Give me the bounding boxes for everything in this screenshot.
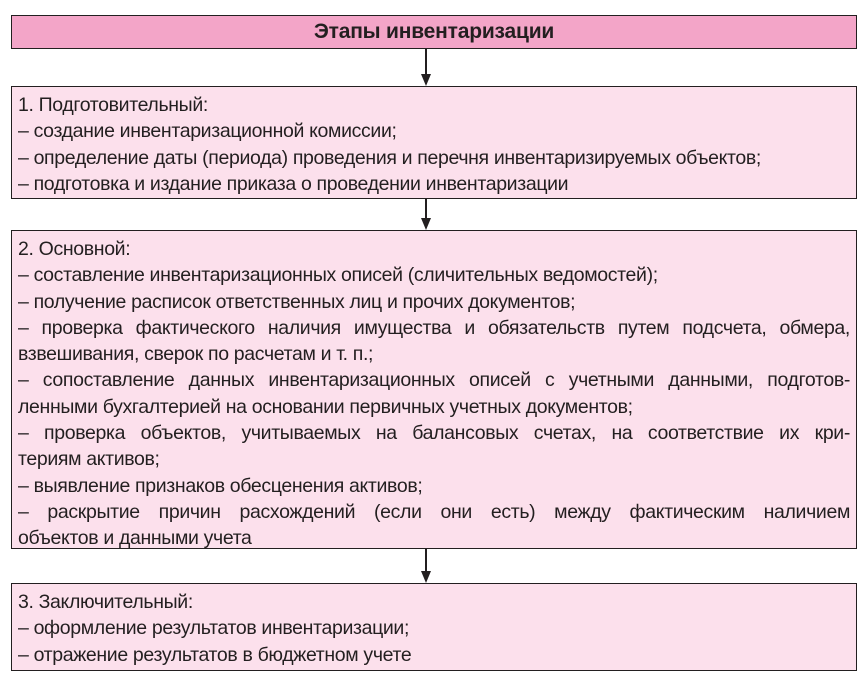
stage-item: – проверка фактического наличия имущества и обязательств путем подсчета, обмера, [18, 316, 850, 339]
arrow-head [421, 571, 431, 583]
diagram-header [11, 15, 857, 49]
stage-box-final [11, 583, 857, 671]
arrow-stem [425, 199, 427, 219]
arrow-stem [425, 549, 427, 571]
stage-item-continuation: териям активов; [18, 448, 160, 471]
diagram-title: Этапы инвентаризации [313, 20, 555, 43]
stage-item: – определение даты (периода) проведения и перечня инвентаризируемых объектов; [18, 146, 761, 169]
stage-item: – создание инвентаризационной комиссии; [18, 120, 397, 143]
stage-item: – выявление признаков обесценения активов; [18, 474, 423, 497]
arrow-head [421, 218, 431, 230]
stage-box-preparatory [11, 86, 857, 199]
stage-item-continuation: ленными бухгалтерией на основании первичных учетных документов; [18, 395, 633, 418]
stage-item: – составление инвентаризационных описей (сличительных ведомостей); [18, 264, 658, 287]
stage-item: – проверка объектов, учитываемых на балансовых счетах, на соответствие их кри- [18, 422, 850, 445]
arrow-head [421, 74, 431, 86]
stage-item-continuation: взвешивания, сверок по расчетам и т. п.; [18, 343, 374, 366]
stage-item: – получение расписок ответственных лиц и прочих документов; [18, 290, 576, 313]
stage-title: 3. Заключительный: [18, 591, 193, 613]
stage-item: – раскрытие причин расхождений (если они есть) между фактическим наличием [18, 500, 850, 523]
stage-item: – сопоставление данных инвентаризационных описей с учетными данными, подготов- [18, 369, 850, 392]
stage-item: – оформление результатов инвентаризации; [18, 617, 410, 640]
arrow-stem [425, 49, 427, 75]
stage-item-continuation: объектов и данными учета [18, 527, 252, 550]
stage-item: – отражение результатов в бюджетном учете [18, 643, 412, 666]
stage-item: – подготовка и издание приказа о проведении инвентаризации [18, 172, 569, 195]
stage-box-main [11, 230, 857, 549]
stage-title: 1. Подготовительный: [18, 94, 208, 116]
stage-title: 2. Основной: [18, 238, 131, 260]
